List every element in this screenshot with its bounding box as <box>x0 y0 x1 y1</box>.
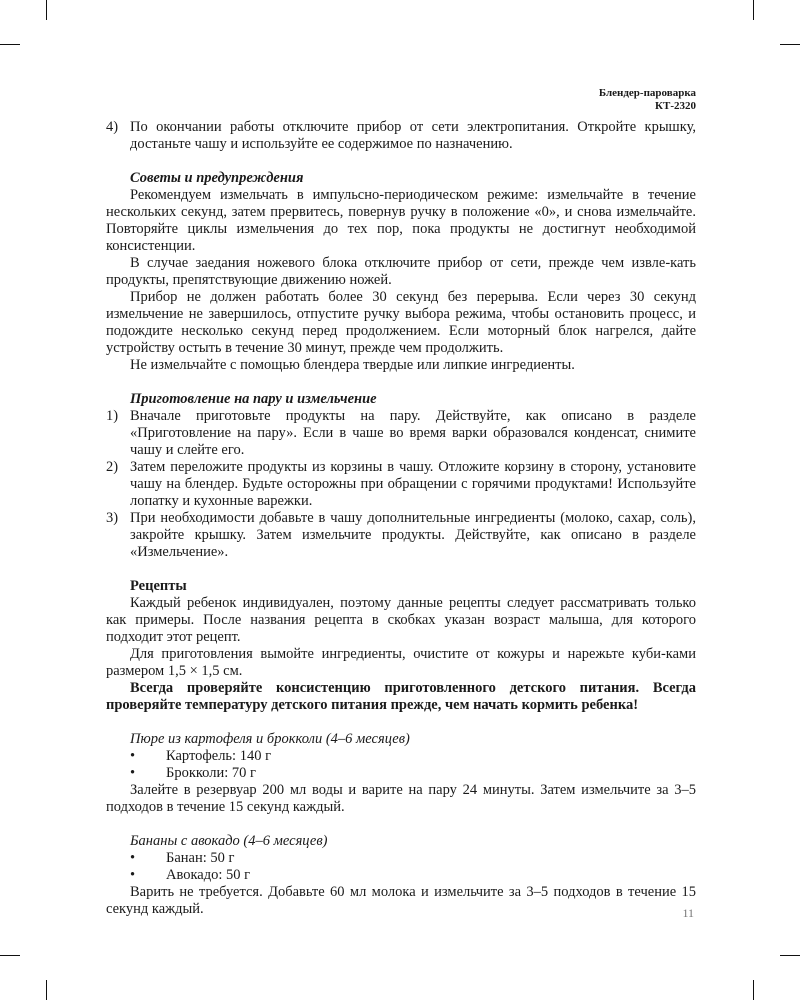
ingredient: Авокадо: 50 г <box>166 867 251 883</box>
running-header <box>599 87 696 113</box>
item-number: 3) <box>106 510 119 526</box>
paragraph: Не измельчайте с помощью блендера твердые или липкие ингредиенты. <box>130 357 575 373</box>
list-item <box>106 850 696 867</box>
bullet-icon: • <box>130 850 136 866</box>
paragraph: Каждый ребенок индивидуален, поэтому данные рецепты следует рассматривать только как примеры. После названия рецепта в скобках указан возраст малыша, для которого подходит этот рецепт. <box>106 595 696 645</box>
crop-mark <box>753 980 754 1000</box>
item-number: 1) <box>106 408 119 424</box>
paragraph: Рекомендуем измельчать в импульсно-периодическом режиме: измельчайте в течение нескольких секунд, затем прервитесь, повернув ручку в положение «0», и снова измельчайте. Повторяйте циклы измельчения до тех пор, пока продукты не достигнут необходимой консистенции. <box>106 187 696 254</box>
header-product-name: Блендер-пароварка <box>598 87 696 99</box>
item-number: 4) <box>106 119 119 135</box>
ingredient: Брокколи: 70 г <box>166 765 256 781</box>
warning-paragraph: Всегда проверяйте консистенцию приготовленного детского питания. Всегда проверяйте температуру детского питания прежде, чем начать кормить ребенка! <box>106 680 696 713</box>
numbered-item <box>106 408 696 459</box>
numbered-item <box>106 510 696 561</box>
recipe-title: Пюре из картофеля и брокколи (4–6 месяцев) <box>130 731 410 747</box>
section-heading: Советы и предупреждения <box>130 170 304 186</box>
paragraph: Залейте в резервуар 200 мл воды и варите на пару 24 минуты. Затем измельчите за 3–5 подходов в течение 15 секунд каждый. <box>106 782 696 815</box>
paragraph: В случае заедания ножевого блока отключите прибор от сети, прежде чем извле-кать продукты, препятствующие движению ножей. <box>106 255 696 288</box>
page-number: 11 <box>682 906 694 920</box>
paragraph: Варить не требуется. Добавьте 60 мл молока и измельчите за 3–5 подходов в течение 15 секунд каждый. <box>106 884 696 917</box>
list-item <box>106 765 696 782</box>
ingredient: Банан: 50 г <box>166 850 235 866</box>
crop-mark <box>780 44 800 45</box>
bullet-icon: • <box>130 748 136 764</box>
section-heading: Приготовление на пару и измельчение <box>130 391 377 407</box>
item-text: Затем переложите продукты из корзины в чашу. Отложите корзину в сторону, установите чашу на блендер. Будьте осторожны при обращении с горячими продуктами! Используйте лопатку и кухонные варежки. <box>130 459 696 509</box>
item-number: 2) <box>106 459 119 475</box>
numbered-item <box>106 119 696 153</box>
crop-mark <box>46 0 47 20</box>
crop-mark <box>46 980 47 1000</box>
bullet-icon: • <box>130 867 136 883</box>
list-item <box>106 748 696 765</box>
numbered-item <box>106 459 696 510</box>
paragraph: Для приготовления вымойте ингредиенты, очистите от кожуры и нарежьте куби-ками размером 1,5 × 1,5 см. <box>106 646 696 679</box>
list-item <box>106 867 696 884</box>
bullet-icon: • <box>130 765 136 781</box>
item-text: При необходимости добавьте в чашу дополнительные ингредиенты (молоко, сахар, соль), закройте крышку. Затем измельчите продукты. Действуйте, как описано в разделе «Измельчение». <box>130 510 696 560</box>
paragraph: Прибор не должен работать более 30 секунд без перерыва. Если через 30 секунд измельчение не завершилось, отпустите ручку выбора режима, чтобы остановить процесс, и подождите несколько секунд перед продолжением. Если моторный блок нагрелся, дайте устройству остыть в течение 30 минут, прежде чем продолжить. <box>106 289 696 356</box>
recipe-title: Бананы с авокадо (4–6 месяцев) <box>130 833 328 849</box>
item-text: По окончании работы отключите прибор от сети электропитания. Откройте крышку, достаньте чашу и используйте ее содержимое по назначению. <box>130 119 696 152</box>
crop-mark <box>753 0 754 20</box>
crop-mark <box>0 955 20 956</box>
item-text: Вначале приготовьте продукты на пару. Действуйте, как описано в разделе «Приготовление на пару». Если в чаше во время варки образовался конденсат, снимите чашу и слейте его. <box>130 408 696 458</box>
crop-mark <box>780 955 800 956</box>
crop-mark <box>0 44 20 45</box>
header-model: КТ-2320 <box>655 100 696 112</box>
ingredient: Картофель: 140 г <box>166 748 272 764</box>
page-content <box>106 119 696 918</box>
section-heading: Рецепты <box>130 578 187 594</box>
